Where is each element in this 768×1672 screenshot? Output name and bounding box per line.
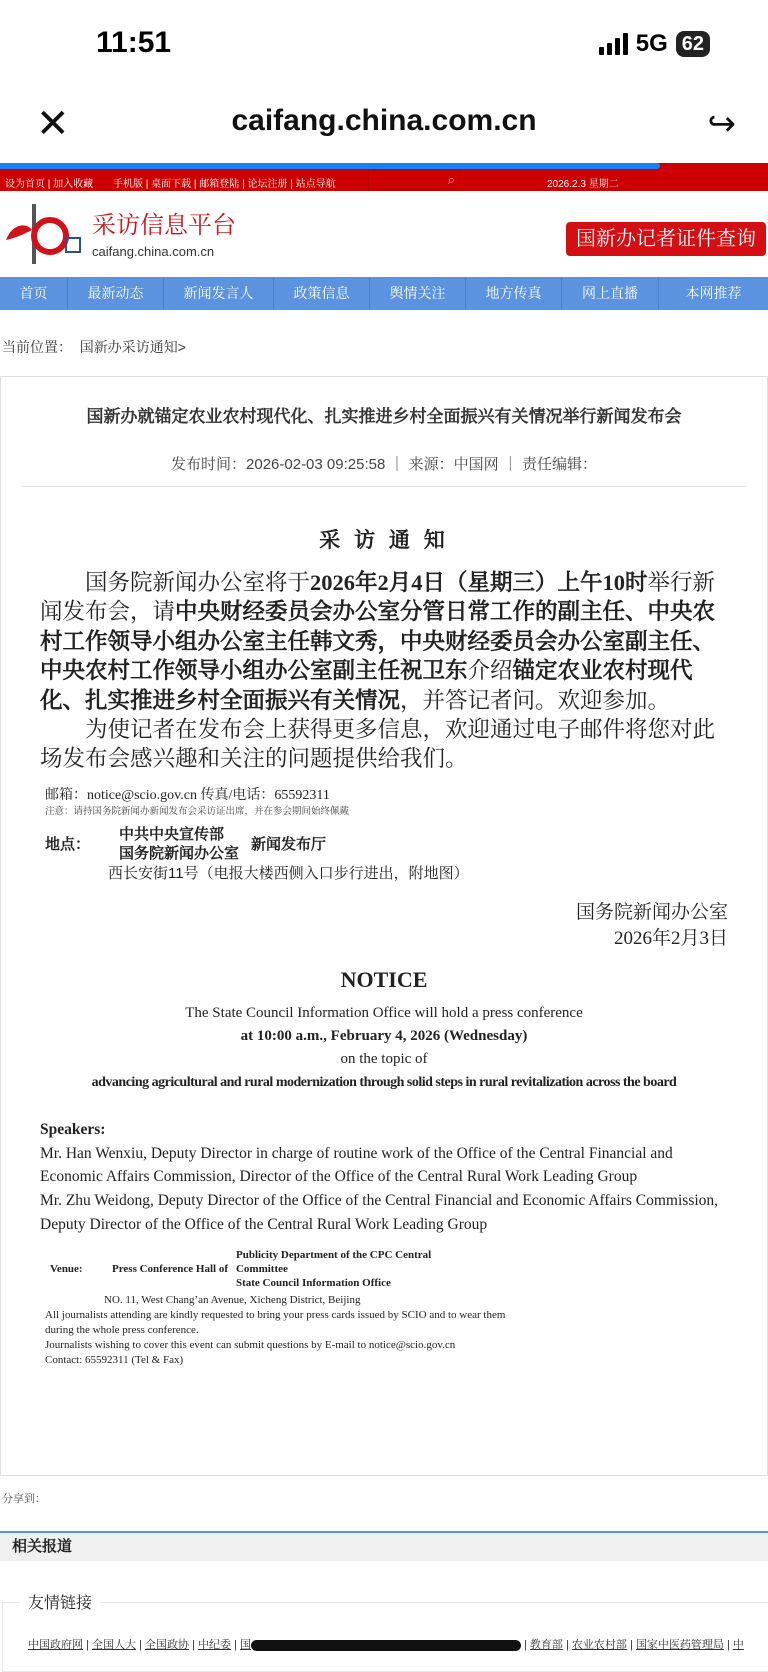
platform-domain: caifang.china.com.cn	[92, 244, 215, 259]
press-card-lookup-button[interactable]: 国新办记者证件查询	[566, 222, 766, 256]
nav-policy[interactable]: 政策信息	[274, 277, 370, 310]
close-icon[interactable]: ✕	[36, 102, 70, 146]
page-load-progress	[0, 163, 660, 169]
link[interactable]: 全国人大	[91, 1639, 136, 1651]
attendance-note: 注意：请持国务院新闻办新闻发布会采访证出席，并在参会期间始终佩戴	[45, 806, 350, 817]
battery-icon: 62	[676, 31, 710, 57]
venue-cn: 地点： 中共中央宣传部 国务院新闻办公室 新闻发布厅	[45, 825, 327, 862]
nav-public-opinion[interactable]: 舆情关注	[370, 277, 466, 310]
en-line: at 10:00 a.m., February 4, 2026 (Wednesday)	[240, 1027, 528, 1044]
paragraph-2: 为使记者在发布会上获得更多信息，欢迎通过电子邮件将您对此场发布会感兴趣和关注的问题提供给我们。	[40, 717, 716, 772]
signature: 国务院新闻办公室 2026年2月3日	[575, 901, 728, 949]
notice-title: 采 访 通 知	[319, 529, 449, 552]
contact-line: 邮箱：notice@scio.gov.cn 传真/电话：65592311	[45, 787, 330, 803]
link[interactable]: 中纪委	[197, 1639, 231, 1651]
link[interactable]: 国家中医药管理局	[635, 1639, 724, 1651]
main-nav	[0, 277, 768, 310]
search-input[interactable]	[368, 170, 460, 191]
divider	[22, 486, 746, 487]
link[interactable]: 全国政协	[144, 1639, 189, 1651]
search-icon[interactable]: ⌕	[447, 172, 455, 187]
speakers: Speakers: Mr. Han Wenxiu, Deputy Director in charge of routine work of the Office of the Central Financial and Economic Affairs Commission, Director of the Office of the Central Rural Work Leading Group Mr. Zhu Weidong, Deputy Director of the Office of the Central Financial and Economic Affairs Commission, Deputy Director of the Office of the Central Rural Work Leading Group	[40, 1120, 719, 1233]
related-reports-header: 相关报道	[0, 1531, 768, 1561]
platform-title: 采访信息平台	[92, 212, 236, 239]
top-links-middle[interactable]: 手机版 | 桌面下载 | 邮箱登陆 | 论坛注册 | 站点导航	[113, 179, 336, 190]
breadcrumb	[2, 337, 186, 357]
nav-spokesperson[interactable]: 新闻发言人	[164, 277, 274, 310]
top-date: 2026.2.3 星期二	[547, 179, 619, 190]
top-links-left[interactable]: 设为首页 | 加入收藏	[5, 179, 94, 190]
url-bar[interactable]: caifang.china.com.cn	[231, 104, 537, 137]
share-label: 分享到：	[2, 1493, 46, 1505]
en-note: Journalists wishing to cover this event can submit questions by E-mail to notice@scio.gov.cn	[45, 1339, 456, 1352]
link[interactable]: 中国政府网	[28, 1639, 83, 1651]
notice-body	[40, 568, 728, 774]
redacted-links	[251, 1640, 521, 1651]
article-content	[0, 568, 768, 1368]
nav-local[interactable]: 地方传真	[466, 277, 562, 310]
status-indicators	[599, 30, 710, 58]
network-type: 5G	[635, 30, 668, 57]
breadcrumb-link[interactable]: 国新办采访通知>	[79, 339, 186, 355]
breadcrumb-label: 当前位置：	[2, 339, 72, 355]
en-contact: Contact: 65592311 (Tel & Fax)	[45, 1354, 184, 1367]
share-icon[interactable]: ↪	[707, 105, 736, 143]
en-notice-title: NOTICE	[340, 966, 428, 992]
link[interactable]: 教育部	[529, 1639, 563, 1651]
article-title: 国新办就锚定农业农村现代化、扎实推进乡村全面振兴有关情况举行新闻发布会	[86, 407, 682, 426]
status-time: 11:51	[96, 26, 172, 59]
nav-latest[interactable]: 最新动态	[68, 277, 164, 310]
venue-en-address: NO. 11, West Chang’an Avenue, Xicheng District, Beijing	[104, 1294, 361, 1307]
link[interactable]: 农业农村部	[571, 1639, 627, 1651]
nav-home[interactable]: 首页	[0, 277, 68, 310]
friend-links-title: 友情链接	[20, 1590, 100, 1613]
en-topic: advancing agricultural and rural modernization through solid steps in rural revitalization across the board	[91, 1074, 677, 1090]
nav-recommended[interactable]: 本网推荐	[685, 285, 742, 301]
signal-icon	[599, 33, 628, 55]
friend-links: 中国政府网 | 全国人大 | 全国政协 | 中纪委 | 国 | 教育部 | 农业农村部 | 国家中医药管理局 | 中	[28, 1639, 744, 1651]
paragraph-1: 国务院新闻办公室将于2026年2月4日（星期三）上午10时举行新闻发布会，请中央财经委员会办公室分管日常工作的副主任、中央农村工作领导小组办公室主任韩文秀，中央财经委员会办公室副主任、中央农村工作领导小组办公室副主任祝卫东介绍锚定农业农村现代化、扎实推进乡村全面振兴有关情况，并答记者问。欢迎参加。	[40, 570, 716, 713]
article-meta: 发布时间：2026-02-03 09:25:58 ｜ 来源：中国网 ｜ 责任编辑：	[171, 456, 597, 473]
venue-address: 西长安街11号（电报大楼西侧入口步行进出，附地图）	[108, 864, 469, 882]
link[interactable]: 国	[239, 1639, 251, 1651]
link[interactable]: 中	[732, 1639, 744, 1651]
en-line: on the topic of	[340, 1050, 428, 1067]
venue-en: Venue: Press Conference Hall of Publicity Department of the CPC Central Committee State Council Information Office	[50, 1249, 432, 1290]
nav-live[interactable]: 网上直播	[562, 277, 659, 310]
en-line: The State Council Information Office will hold a press conference	[185, 1004, 583, 1021]
en-note: All journalists attending are kindly requested to bring your press cards issued by SCIO and to wear them during the whole press conference.	[45, 1309, 506, 1337]
china-net-logo[interactable]	[2, 204, 82, 264]
